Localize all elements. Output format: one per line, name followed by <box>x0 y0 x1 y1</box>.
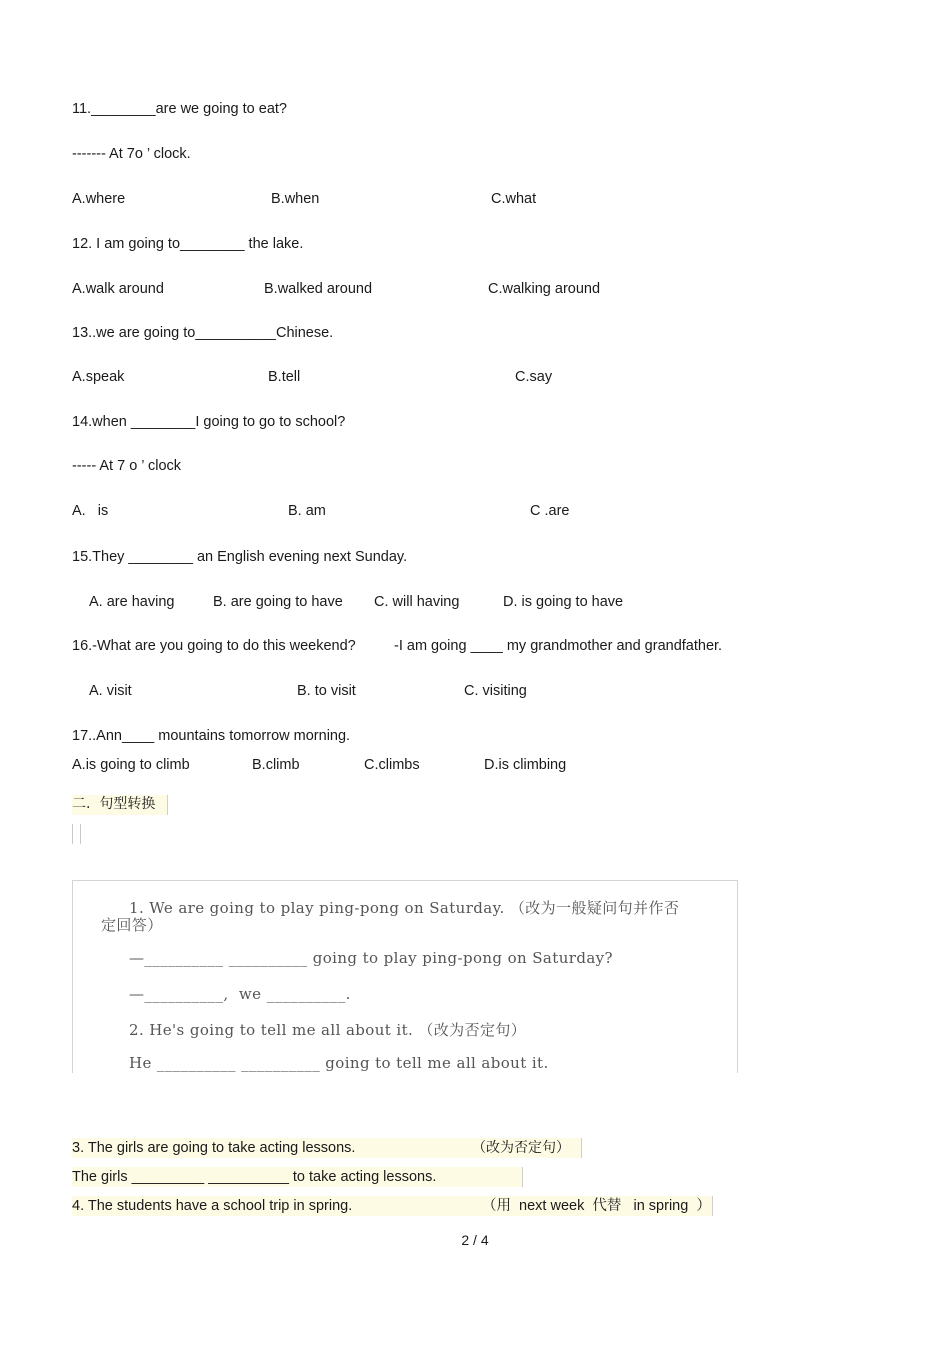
table-row-3-answer: The girls _________ __________ to take acting lessons. <box>72 1169 437 1185</box>
q16-stem: 16.-What are you going to do this weekend? <box>72 638 356 654</box>
q14-option-b: B. am <box>288 503 326 519</box>
q17-option-b: B.climb <box>252 757 300 773</box>
q12-option-a: A.walk around <box>72 281 164 297</box>
empty-cell-right-border <box>80 824 81 844</box>
scan-line-4: —__________, we __________. <box>129 985 351 1003</box>
q15-option-c: C. will having <box>374 594 460 610</box>
page-number: 2 / 4 <box>461 1232 489 1248</box>
q16-option-a: A. visit <box>89 683 132 699</box>
q17-option-c: C.climbs <box>364 757 420 773</box>
q11-answer: ------- At 7o ’ clock. <box>72 146 191 162</box>
q11-option-c: C.what <box>491 191 537 207</box>
q12-option-b: B.walked around <box>264 281 373 297</box>
q11-option-a: A.where <box>72 191 126 207</box>
q14-stem: 14.when ________I going to go to school? <box>72 414 346 430</box>
q15-option-d: D. is going to have <box>503 594 624 610</box>
q13-stem: 13..we are going to__________Chinese. <box>72 325 334 341</box>
q12-option-c: C.walking around <box>488 281 601 297</box>
q15-stem: 15.They ________ an English evening next Sunday. <box>72 549 408 565</box>
scan-line-1: 1. We are going to play ping-pong on Saturday. （改为一般疑问句并作否 <box>129 899 680 917</box>
table-row-4-right: （用 next week 代替 in spring ） <box>482 1198 711 1214</box>
q11-option-b: B.when <box>271 191 320 207</box>
table-row <box>72 1167 523 1187</box>
q14-option-c: C .are <box>530 503 570 519</box>
q15-option-b: B. are going to have <box>213 594 343 610</box>
empty-cell-left-border <box>72 824 73 844</box>
scan-line-5: 2. He's going to tell me all about it. （改为否定句） <box>129 1021 527 1039</box>
table-row <box>72 1196 713 1216</box>
section2-heading: 二. 句型转换 <box>72 795 168 815</box>
q14-answer: ----- At 7 o ’ clock <box>72 458 182 474</box>
q15-option-a: A. are having <box>89 594 175 610</box>
q16-stem-answer: -I am going ____ my grandmother and grandfather. <box>394 638 723 654</box>
table-row <box>72 1138 582 1158</box>
q13-option-a: A.speak <box>72 369 125 385</box>
q14-option-a: A. is <box>72 503 109 519</box>
scanned-exercise-image <box>72 880 738 1073</box>
q17-stem: 17..Ann____ mountains tomorrow morning. <box>72 728 351 744</box>
q12-stem: 12. I am going to________ the lake. <box>72 236 304 252</box>
q11-stem: 11.________are we going to eat? <box>72 101 287 117</box>
q13-option-b: B.tell <box>268 369 301 385</box>
table-row-4-left: 4. The students have a school trip in spring. <box>72 1198 353 1214</box>
q17-option-d: D.is climbing <box>484 757 567 773</box>
q16-option-c: C. visiting <box>464 683 527 699</box>
q17-option-a: A.is going to climb <box>72 757 190 773</box>
table-row-3-left: 3. The girls are going to take acting lessons. <box>72 1140 356 1156</box>
table-row-3-right: （改为否定句） <box>472 1140 570 1156</box>
scan-line-3: —__________ __________ going to play ping-pong on Saturday? <box>129 949 614 967</box>
q16-option-b: B. to visit <box>297 683 356 699</box>
q13-option-c: C.say <box>515 369 553 385</box>
scan-line-2: 定回答） <box>101 916 163 934</box>
scan-line-6: He __________ __________ going to tell me all about it. <box>129 1054 549 1072</box>
